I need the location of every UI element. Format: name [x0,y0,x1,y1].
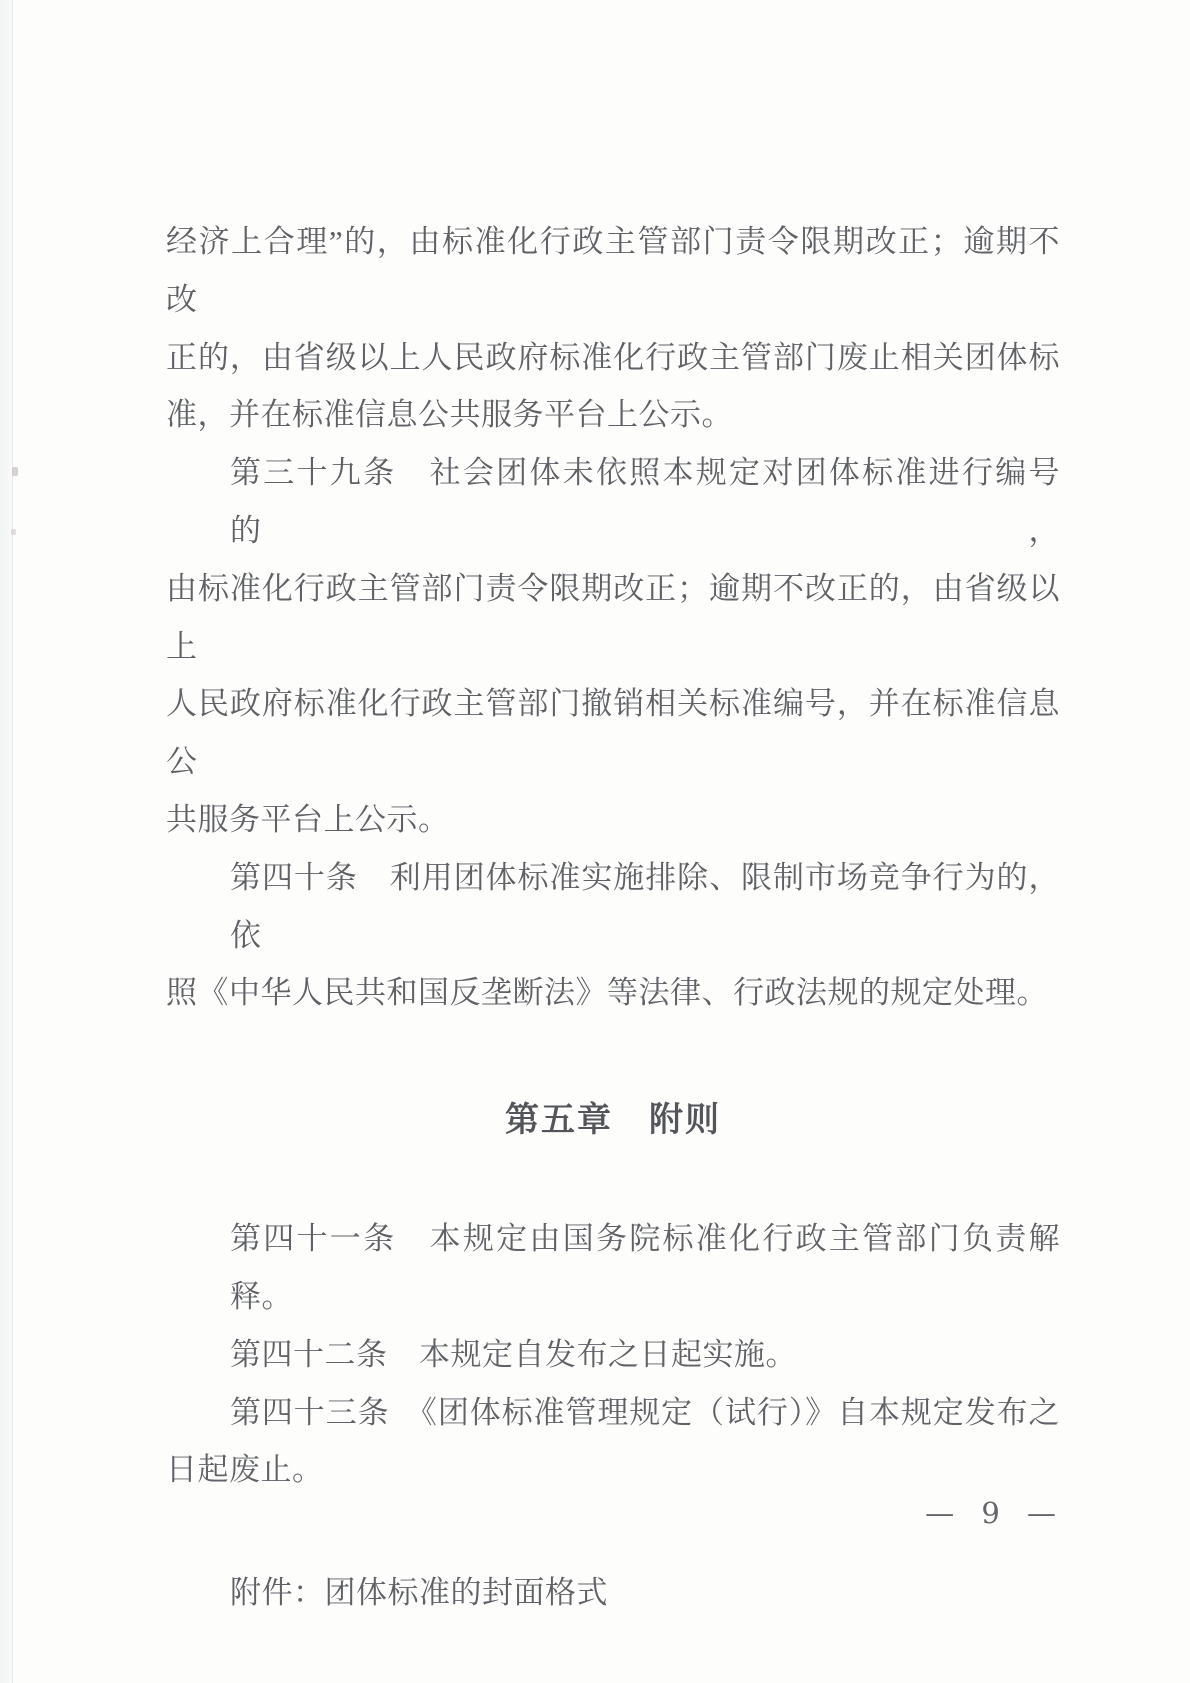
scan-speck-artifact [11,529,16,535]
paragraph-article-38-continuation [166,213,1060,444]
body-line: 照《中华人民共和国反垄断法》等法律、行政法规的规定处理。 [166,975,1048,1011]
page-number: — 9 — [925,1496,1058,1530]
document-body [166,213,1060,1622]
paragraph-article-43 [166,1384,1060,1500]
body-line: 第四十三条 《团体标准管理规定（试行）》自本规定发布之 [230,1394,1060,1430]
body-line: 第四十一条 本规定由国务院标准化行政主管部门负责解释。 [230,1221,1060,1314]
body-line: 经济上合理”的，由标准化行政主管部门责令限期改正；逾期不改 [166,224,1060,317]
body-line: 第三十九条 社会团体未依照本规定对团体标准进行编号的， [230,455,1060,548]
closing-articles [166,1210,1060,1499]
body-line: 附件：团体标准的封面格式 [230,1575,608,1611]
body-line: 第四十二条 本规定自发布之日起实施。 [230,1336,797,1372]
paragraph-article-41 [166,1210,1060,1326]
body-line: 第四十条 利用团体标准实施排除、限制市场竞争行为的，依 [230,859,1060,953]
body-line: 日起废止。 [166,1452,324,1488]
attachment-note [166,1564,1060,1622]
body-line: 由标准化行政主管部门责令限期改正；逾期不改正的，由省级以上 [166,570,1060,664]
body-line: 准，并在标准信息公共服务平台上公示。 [166,397,733,433]
paragraph-article-42 [166,1326,1060,1384]
body-line: 正的，由省级以上人民政府标准化行政主管部门废止相关团体标 [166,339,1060,375]
paragraph-article-39 [166,444,1060,849]
body-line: 共服务平台上公示。 [166,801,450,837]
chapter-heading: 第五章 附则 [505,1101,721,1140]
scan-speck-artifact [12,467,18,476]
body-line: 人民政府标准化行政主管部门撤销相关标准编号，并在标准信息公 [166,686,1060,780]
paragraph-article-40 [166,849,1060,1022]
scan-edge-artifact [0,0,13,1683]
